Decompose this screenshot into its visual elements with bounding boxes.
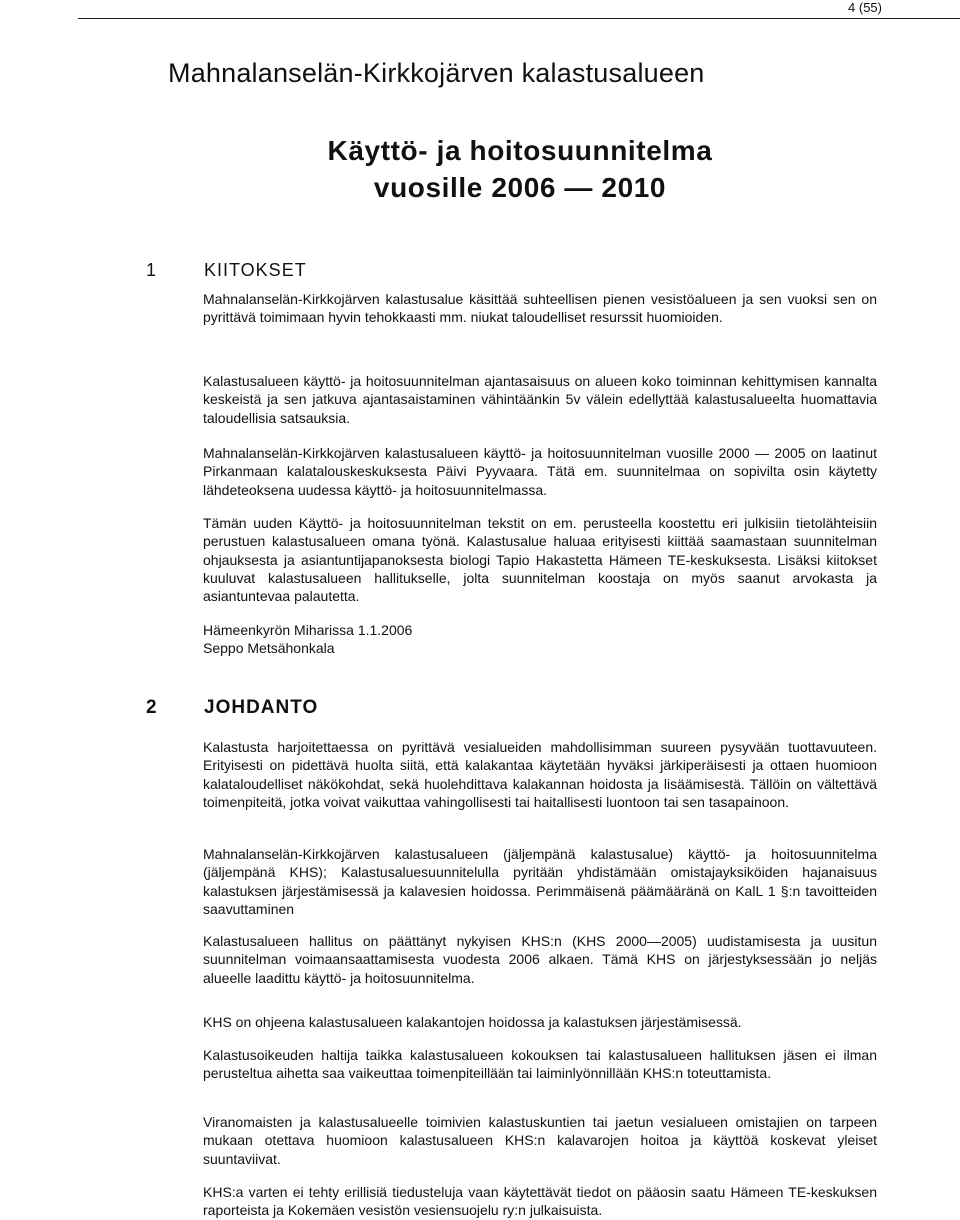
document-subtitle xyxy=(0,132,960,206)
document-title: Mahnalanselän-Kirkkojärven kalastusalueen xyxy=(168,58,705,88)
page-number: 4 (55) xyxy=(848,0,882,15)
paragraph: Kalastusalueen käyttö- ja hoitosuunnitelman ajantasaisuus on alueen koko toiminnan kehittymisen kannalta keskeistä ja sen jatkuva ajantasaistaminen vähintäänkin 5v välein edellyttää kalastusalueelta huomattavia taloudellisia satsauksia. xyxy=(203,373,877,426)
paragraph: Mahnalanselän-Kirkkojärven kalastusalueen käyttö- ja hoitosuunnitelman vuosille 2000 — 2005 on laatinut Pirkanmaan kalatalouskeskuksesta Päivi Pyyvaara. Tätä em. suunnitelmaa on sopivilta osin käytetty lähdeteoksena uudessa käyttö- ja hoitosuunnitelmassa. xyxy=(203,445,877,498)
subtitle-line-2: vuosille 2006 — 2010 xyxy=(373,172,667,203)
paragraph: Kalastusoikeuden haltija taikka kalastusalueen kokouksen tai kalastusalueen hallituksen jäsen ei ilman perusteltua aihetta saa vaikeuttaa toimenpiteillään tai laiminlyönnillään KHS:n toteuttamista. xyxy=(203,1047,877,1082)
section-2-heading xyxy=(146,697,318,719)
paragraph: Mahnalanselän-Kirkkojärven kalastusalue käsittää suhteellisen pienen vesistöalueen ja sen vuoksi sen on pyrittävä toimimaan hyvin tehokkaasti mm. niukat taloudelliset resurssit huomioiden. xyxy=(203,291,877,326)
section-number: 1 xyxy=(146,260,158,280)
header-rule xyxy=(78,18,960,19)
paragraph: Kalastusalueen hallitus on päättänyt nykyisen KHS:n (KHS 2000—2005) uudistamisesta ja uusitun suunnitelman voimaansaattamisesta vuodesta 2006 alkaen. Tämä KHS on järjestyksessään jo neljäs alueelle laadittu käyttö- ja hoitosuunnitelma. xyxy=(203,933,877,986)
paragraph: Kalastusta harjoitettaessa on pyrittävä vesialueiden mahdollisimman suureen pysyvään tuottavuuteen. Erityisesti on pidettävä huolta siitä, että kalakantaa käytetään hyväksi järkiperäisesti ja ottaen huomioon kalataloudelliset näkökohdat, sekä huolehdittava kalakannan hoidosta ja lisäämisestä. Tällöin on vältettävä toimenpiteitä, jotka voivat vaikuttaa vahingollisesti tai haitallisesti luontoon tai sen tasapainoon. xyxy=(203,739,877,810)
signature-name: Seppo Metsähonkala xyxy=(203,640,335,656)
section-number: 2 xyxy=(146,697,158,718)
paragraph: KHS on ohjeena kalastusalueen kalakantojen hoidossa ja kalastuksen järjestämisessä. xyxy=(203,1014,742,1030)
paragraph: KHS:a varten ei tehty erillisiä tiedusteluja vaan käytettävät tiedot on pääosin saatu Hämeen TE-keskuksen raporteista ja Kokemäen vesistön vesiensuojelu ry:n julkaisuista. xyxy=(203,1184,877,1219)
paragraph: Viranomaisten ja kalastusalueelle toimivien kalastuskuntien tai jaetun vesialueen omistajien on tarpeen mukaan otettava huomioon kalastusalueen KHS:n kalavarojen hoitoa ja käyttöä koskevat yleiset suuntaviivat. xyxy=(203,1114,877,1167)
paragraph: Tämän uuden Käyttö- ja hoitosuunnitelman tekstit on em. perusteella koostettu eri julkisiin tietolähteisiin perustuen kalastusalueen omana työnä. Kalastusalue haluaa erityisesti kiittää saamastaan suunnitelman ohjauksesta ja asiantuntijapanoksesta biologi Tapio Hakastetta Hämeen TE-keskuksesta. Lisäksi kiitokset kuuluvat kalastusalueen hallitukselle, jolta suunnitelman koostaja on myös saanut arvokasta ja asiantuntevaa palautetta. xyxy=(203,515,877,605)
subtitle-line-1: Käyttö- ja hoitosuunnitelma xyxy=(327,135,713,166)
section-title: KIITOKSET xyxy=(204,260,307,280)
section-title: JOHDANTO xyxy=(204,697,319,718)
paragraph: Mahnalanselän-Kirkkojärven kalastusalueen (jäljempänä kalastusalue) käyttö- ja hoitosuunnitelma (jäljempänä KHS); Kalastusaluesuunnitelulla pyritään yhdistämään omistajayksiköiden hajanaisuus kalastuksen järjestämisessä ja kalavesien hoidossa. Perimmäisenä päämääränä on KalL 1 §:n tavoitteiden saavuttaminen xyxy=(203,846,877,917)
section-1-heading xyxy=(146,260,307,281)
signature-place-date: Hämeenkyrön Miharissa 1.1.2006 xyxy=(203,622,413,638)
